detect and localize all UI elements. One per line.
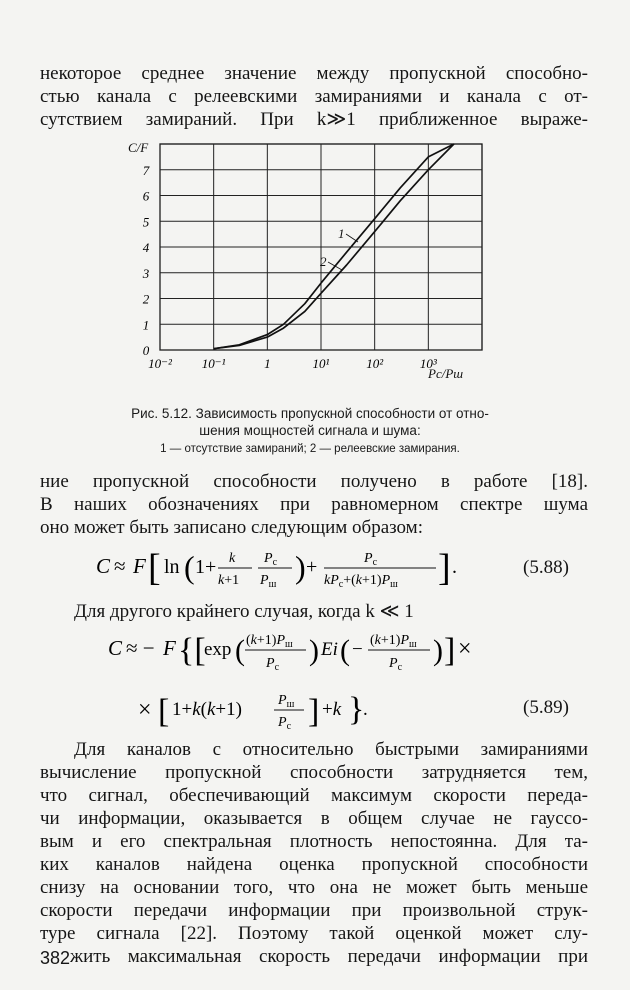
svg-text:Pс: $P_с$ xyxy=(264,551,278,568)
x-tick-label: 10³ xyxy=(419,356,437,371)
svg-text:(k+1)Pш: $(k+1)P_ш$ xyxy=(370,633,417,650)
text-line: жить максимальная скорость передачи информации при xyxy=(70,946,588,967)
chart-curves xyxy=(214,144,454,349)
svg-text:]: ] xyxy=(438,547,451,589)
svg-text:(: ( xyxy=(340,634,350,667)
x-tick-label: 10² xyxy=(366,356,384,371)
svg-text:k: k xyxy=(229,551,236,566)
svg-text:Pс: $P_с$ xyxy=(278,715,292,732)
svg-text:C: C xyxy=(108,636,123,660)
svg-text:kPс+(k+1)Pш: $kP_с+(k+1)P_ш$ xyxy=(324,573,398,590)
series-curve-2 xyxy=(214,144,454,349)
equation-number: (5.89) xyxy=(523,697,569,718)
svg-text:F: F xyxy=(163,636,176,660)
text-line: вычисление пропускной способности затрудняется тем, xyxy=(40,762,588,783)
svg-text:[: [ xyxy=(148,547,161,589)
text-line: оно может быть записано следующим образом: xyxy=(40,517,423,538)
text-line: ние пропускной способности получено в работе [18]. xyxy=(40,471,588,492)
svg-text:Pш: $P_ш$ xyxy=(278,693,295,710)
y-tick-label: 2 xyxy=(142,291,150,307)
y-tick-label: 4 xyxy=(142,240,150,255)
y-tick-label: 5 xyxy=(142,214,150,230)
svg-text:{[: {[ xyxy=(178,632,206,669)
svg-text:exp: exp xyxy=(204,639,232,660)
series-curve-1 xyxy=(214,144,454,349)
svg-text:+: + xyxy=(306,556,318,578)
svg-text:Pс: $P_с$ xyxy=(266,656,280,673)
svg-text:): ) xyxy=(309,634,319,667)
y-tick-label: 3 xyxy=(142,265,150,281)
y-tick-label: 6 xyxy=(142,188,150,204)
svg-text:(: ( xyxy=(184,549,195,585)
svg-text:}: } xyxy=(348,691,365,728)
chart-ticks xyxy=(142,163,438,371)
svg-text:k+1: k+1 xyxy=(218,573,240,588)
svg-text:): ) xyxy=(295,549,306,585)
svg-text:+k: +k xyxy=(322,699,342,720)
figure-caption-line1: Рис. 5.12. Зависимость пропускной способности от отно- xyxy=(131,406,489,421)
svg-text:C: C xyxy=(96,554,111,578)
figure-caption-legend: 1 — отсутствие замираний; 2 — релеевские замирания. xyxy=(160,443,460,455)
svg-text:Pс: $P_с$ xyxy=(389,656,403,673)
text-line: что сигнал, обеспечивающий максимум скорости переда- xyxy=(40,785,588,806)
text-line: В наших обозначениях при равномерном спектре шума xyxy=(40,494,588,515)
svg-text:(k+1)Pш: $(k+1)P_ш$ xyxy=(246,633,293,650)
y-tick-label: 1 xyxy=(142,317,150,333)
equation-number: (5.88) xyxy=(523,557,569,578)
svg-text:]: ] xyxy=(444,632,456,669)
text-line: туре сигнала [22]. Поэтому такой оценкой может слу- xyxy=(40,923,588,944)
page-number: 382 xyxy=(40,948,71,968)
x-axis-label: Pc/Pш xyxy=(428,366,464,381)
equation-5-88 xyxy=(96,540,536,600)
svg-text:≈ −: ≈ − xyxy=(126,636,155,660)
text-line: чи информации, оказывается в общем случае не гауссо- xyxy=(40,808,588,829)
x-tick-label: 10⁻¹ xyxy=(201,356,226,371)
svg-text:−: − xyxy=(352,639,363,660)
y-tick-label: 0 xyxy=(142,343,150,358)
curve-label-2: 2 xyxy=(320,254,327,269)
y-axis-label: C/F xyxy=(128,140,149,155)
x-tick-label: 1 xyxy=(264,356,271,371)
svg-text:]: ] xyxy=(308,693,320,730)
svg-text:F: F xyxy=(133,554,146,578)
svg-text:Pш: $P_ш$ xyxy=(260,573,277,590)
text-line: скорости передачи информации при произвольной струк- xyxy=(40,900,588,921)
text-line: Для каналов с относительно быстрыми замираниями xyxy=(74,739,588,760)
svg-text:Pс: $P_с$ xyxy=(364,551,378,568)
text-line: некоторое среднее значение между пропускной способно- xyxy=(40,63,588,84)
x-tick-label: 10⁻² xyxy=(148,356,172,371)
svg-text:Ei: Ei xyxy=(321,639,338,660)
text-line: Для другого крайнего случая, когда k ≪ 1 xyxy=(74,601,414,622)
svg-text:(: ( xyxy=(235,634,245,667)
svg-text:×: × xyxy=(138,697,152,723)
figure-caption-line2: шения мощностей сигнала и шума: xyxy=(199,423,421,438)
text-line: вым и его спектральная плотность непостоянна. Для та- xyxy=(40,831,588,852)
x-tick-label: 10¹ xyxy=(312,356,330,371)
equation-5-89 xyxy=(108,625,588,735)
svg-text:): ) xyxy=(433,634,443,667)
text-line: сутствием замираний. При k≫1 приближенное выраже- xyxy=(40,109,588,130)
text-line: снизу на основании того, что она не может быть меньше xyxy=(40,877,588,898)
curve-label-1: 1 xyxy=(338,226,345,241)
svg-text:[: [ xyxy=(158,693,170,730)
svg-text:ln: ln xyxy=(164,556,180,578)
svg-text:1+: 1+ xyxy=(195,556,217,578)
y-tick-label: 7 xyxy=(142,162,150,178)
capacity-chart xyxy=(120,138,520,390)
text-line: ких каналов найдена оценка пропускной способности xyxy=(40,854,588,875)
svg-text:≈: ≈ xyxy=(114,554,126,578)
curve-label-2-leader xyxy=(328,262,342,270)
svg-text:.: . xyxy=(452,556,457,578)
chart-grid xyxy=(160,144,482,350)
svg-text:.: . xyxy=(363,699,368,720)
curve-label-1-leader xyxy=(346,234,358,242)
text-line: стью канала с релеевскими замираниями и канала с от- xyxy=(40,86,588,107)
svg-text:×: × xyxy=(458,636,472,662)
svg-text:1+k(k+1): 1+k(k+1) xyxy=(172,699,242,720)
